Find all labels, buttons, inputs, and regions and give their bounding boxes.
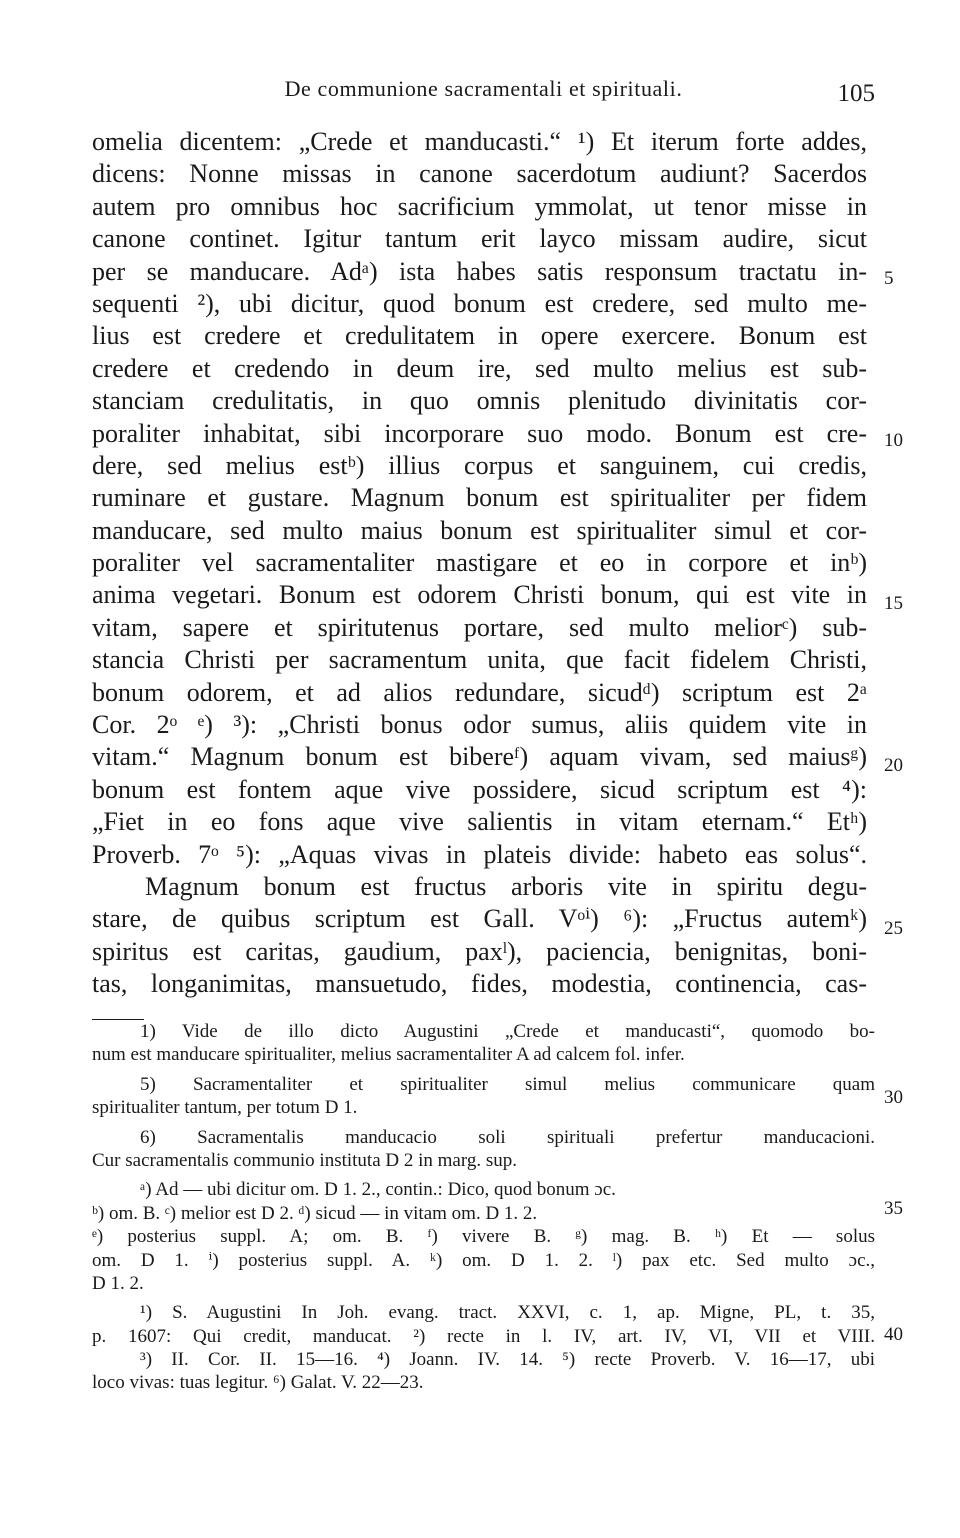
text-line: poraliter inhabitat, sibi incorporare suo modo. Bonum est cre-: [92, 418, 867, 448]
line-number: 10: [884, 430, 903, 451]
footnote-line: num est manducare spiritualiter, melius sacramentaliter A ad calcem fol. infer.: [92, 1044, 685, 1066]
footnote-line: 5) Sacramentaliter et spiritualiter simul melius communicare quam: [140, 1073, 875, 1095]
page-header: [92, 76, 875, 112]
running-title: De communione sacramentali et spirituali.: [284, 76, 683, 101]
text-line: vitam, sapere et spiritutenus portare, sed multo meliorᶜ) sub-: [92, 612, 867, 642]
main-text: [92, 126, 867, 1001]
text-line: lius est credere et credulitatem in opere exercere. Bonum est: [92, 321, 867, 351]
text-line: anima vegetari. Bonum est odorem Christi bonum, qui est vite in: [92, 580, 867, 610]
text-line: dicens: Nonne missas in canone sacerdotum audiunt? Sacerdos: [92, 159, 867, 189]
text-line: stare, de quibus scriptum est Gall. Vᵒⁱ) ⁶): „Fructus autemᵏ): [92, 904, 867, 934]
text-line: spiritus est caritas, gaudium, paxˡ), paciencia, benignitas, boni-: [92, 936, 867, 966]
text-line: credere et credendo in deum ire, sed multo melius est sub-: [92, 353, 867, 383]
text-line: stancia Christi per sacramentum unita, que facit fidelem Christi,: [92, 645, 867, 675]
text-line: dere, sed melius estᵇ) illius corpus et sanguinem, cui credis,: [92, 450, 867, 480]
line-number: 15: [884, 593, 903, 614]
text-line: canone continet. Igitur tantum erit layco missam audire, sicut: [92, 224, 867, 254]
footnote-line: 6) Sacramentalis manducacio soli spirituali prefertur manducacioni.: [140, 1126, 875, 1148]
footnote-line: ᵉ) posterius suppl. A; om. B. ᶠ) vivere B. ᵍ) mag. B. ʰ) Et — solus: [92, 1226, 875, 1248]
text-line: Proverb. 7ᵒ ⁵): „Aquas vivas in plateis divide: habeto eas solus“.: [92, 839, 867, 869]
footnote-line: loco vivas: tuas legitur. ⁶) Galat. V. 22—23.: [92, 1372, 424, 1394]
line-number: 35: [884, 1198, 903, 1219]
footnotes: [92, 1020, 875, 1395]
footnote-line: 1) Vide de illo dicto Augustini „Crede et manducasti“, quomodo bo-: [140, 1021, 875, 1042]
text-line: bonum odorem, et ad alios redundare, sicudᵈ) scriptum est 2ᵃ: [92, 677, 867, 707]
text-line: ruminare et gustare. Magnum bonum est spiritualiter per fidem: [92, 483, 867, 513]
footnote-line: ¹) S. Augustini In Joh. evang. tract. XXVI, c. 1, ap. Migne, PL, t. 35,: [140, 1302, 875, 1324]
page-number: 105: [837, 80, 875, 107]
footnote-line: ³) II. Cor. II. 15—16. ⁴) Joann. IV. 14. ⁵) recte Proverb. V. 16—17, ubi: [140, 1349, 875, 1371]
line-number: 5: [884, 268, 894, 289]
text-line: „Fiet in eo fons aque vive salientis in vitam eternam.“ Etʰ): [92, 807, 867, 837]
text-line: Magnum bonum est fructus arboris vite in spiritu degu-: [145, 871, 867, 901]
footnote-line: om. D 1. ⁱ) posterius suppl. A. ᵏ) om. D 1. 2. ˡ) pax etc. Sed multo ɔc.,: [92, 1249, 875, 1271]
footnote-line: p. 1607: Qui credit, manducat. ²) recte in l. IV, art. IV, VI, VII et VIII.: [92, 1325, 875, 1347]
text-line: bonum est fontem aque vive possidere, sicud scriptum est ⁴):: [92, 774, 867, 804]
text-line: autem pro omnibus hoc sacrificium ymmolat, ut tenor misse in: [92, 191, 867, 221]
text-line: per se manducare. Adᵃ) ista habes satis responsum tractatu in-: [92, 256, 867, 286]
text-line: manducare, sed multo maius bonum est spiritualiter simul et cor-: [92, 515, 867, 545]
text-line: poraliter vel sacramentaliter mastigare et eo in corpore et inᵇ): [92, 548, 867, 578]
text-line: omelia dicentem: „Crede et manducasti.“ ¹) Et iterum forte addes,: [92, 127, 867, 156]
text-line: vitam.“ Magnum bonum est bibereᶠ) aquam vivam, sed maiusᵍ): [92, 742, 867, 772]
text-line: Cor. 2ᵒ ᵉ) ³): „Christi bonus odor sumus, aliis quidem vite in: [92, 710, 867, 740]
line-number: 20: [884, 755, 903, 776]
line-number: 25: [884, 918, 903, 939]
footnote-line: ᵇ) om. B. ᶜ) melior est D 2. ᵈ) sicud — in vitam om. D 1. 2.: [92, 1202, 538, 1224]
line-number: 40: [884, 1324, 903, 1345]
line-number: 30: [884, 1087, 903, 1108]
text-line: sequenti ²), ubi dicitur, quod bonum est credere, sed multo me-: [92, 288, 867, 318]
text-line: stanciam credulitatis, in quo omnis plenitudo divinitatis cor-: [92, 386, 867, 416]
footnote-line: spiritualiter tantum, per totum D 1.: [92, 1097, 358, 1119]
footnote-line: Cur sacramentalis communio instituta D 2 in marg. sup.: [92, 1149, 517, 1171]
footnote-line: D 1. 2.: [92, 1272, 144, 1294]
footnote-line: ᵃ) Ad — ubi dicitur om. D 1. 2., contin.: Dico, quod bonum ɔc.: [140, 1179, 616, 1201]
text-line: tas, longanimitas, mansuetudo, fides, modestia, continencia, cas-: [92, 969, 867, 999]
line-number-margin: [884, 0, 944, 1538]
